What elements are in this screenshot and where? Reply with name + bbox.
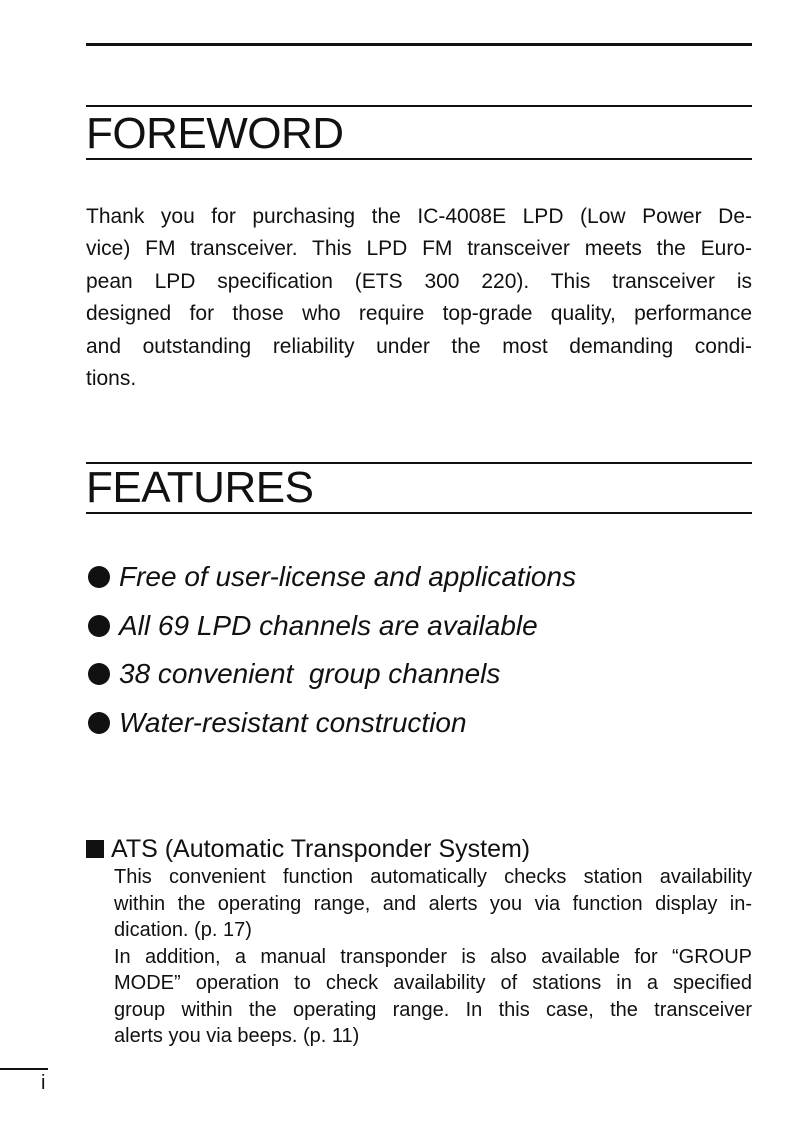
foreword-line: Thank you for purchasing the IC-4008E LPD (Low Power De-: [86, 205, 752, 228]
foreword-line: and outstanding reliability under the most demanding condi-: [86, 334, 752, 358]
foreword-line: tions.: [86, 367, 137, 391]
feature-item: [86, 602, 576, 651]
bullet-icon: [88, 663, 110, 685]
footer-rule: [0, 1068, 48, 1070]
feature-label: 38 convenient group channels: [119, 658, 501, 690]
page-number: i: [41, 1072, 46, 1094]
ats-line: group within the operating range. In this case, the transceiver: [114, 998, 752, 1021]
foreword-paragraph: [86, 201, 752, 395]
square-bullet-icon: [86, 840, 104, 858]
feature-label: All 69 LPD channels are available: [119, 609, 538, 641]
foreword-line: pean LPD specification (ETS 300 220). This transceiver is: [86, 269, 752, 293]
ats-line: MODE” operation to check availability of stations in a specified: [114, 972, 752, 994]
bullet-icon: [88, 615, 110, 637]
foreword-line: vice) FM transceiver. This LPD FM transceiver meets the Euro-: [86, 237, 752, 261]
feature-label: Water-resistant construction: [119, 706, 467, 738]
foreword-heading: FOREWORD: [86, 109, 344, 158]
ats-line: within the operating range, and alerts you via function display in-: [114, 892, 752, 915]
features-bottom-rule: [86, 512, 752, 514]
ats-title: [86, 833, 530, 865]
foreword-bottom-rule: [86, 158, 752, 160]
feature-item: [86, 553, 576, 602]
ats-description: [114, 864, 752, 1050]
feature-item: [86, 699, 576, 748]
ats-line: In addition, a manual transponder is also available for “GROUP: [114, 945, 752, 968]
ats-line: alerts you via beeps. (p. 11): [114, 1025, 360, 1047]
foreword-top-rule: [86, 105, 752, 107]
foreword-line: designed for those who require top-grade quality, performance: [86, 302, 752, 326]
feature-item: [86, 650, 576, 699]
ats-line: dication. (p. 17): [114, 919, 252, 941]
bullet-icon: [88, 712, 110, 734]
features-heading: FEATURES: [86, 463, 314, 512]
features-list: [86, 553, 576, 747]
feature-label: Free of user-license and applications: [119, 561, 577, 593]
ats-line: This convenient function automatically checks station availability: [114, 866, 752, 888]
top-rule: [86, 43, 752, 46]
ats-title-text: ATS (Automatic Transponder System): [111, 835, 531, 863]
bullet-icon: [88, 566, 110, 588]
